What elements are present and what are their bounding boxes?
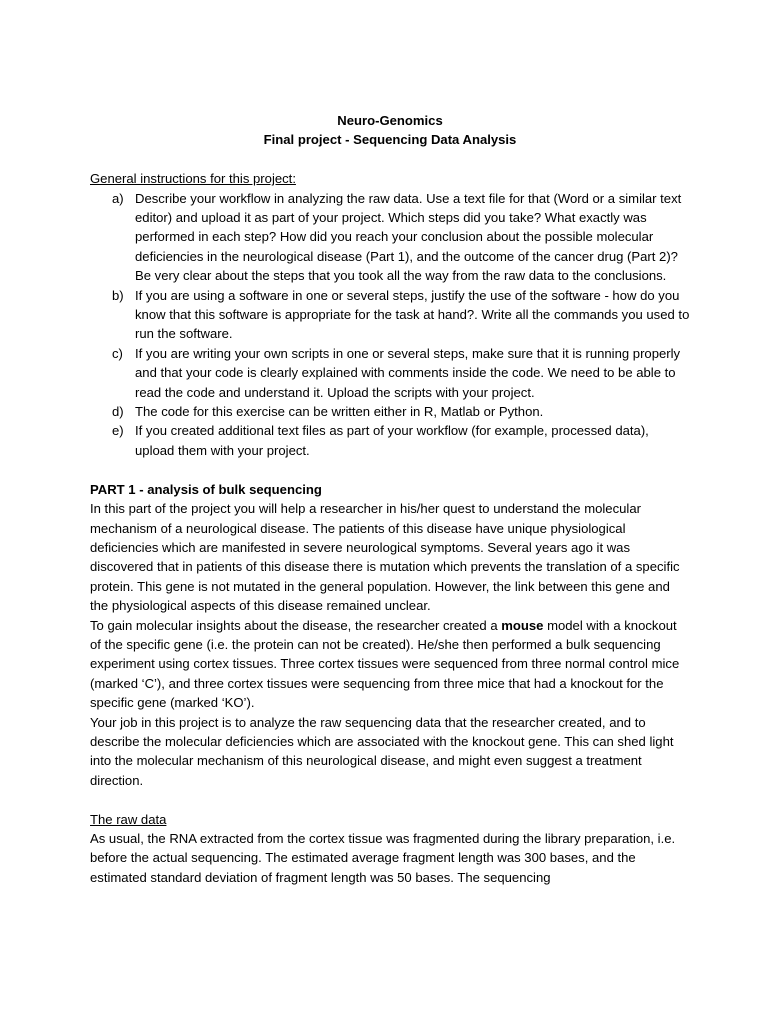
document-title: Neuro-Genomics [337, 113, 443, 128]
part1-paragraph-3: Your job in this project is to analyze the raw sequencing data that the researcher created, and to describe the molecular deficiencies which are associated with the knockout gene. This can shed light into the molecular mechanism of this neurological disease, and might even suggest a treatment direction. [90, 714, 674, 788]
paragraph-text: model with a knockout of the specific gene (i.e. the protein can not be created). He/she then performed a bulk sequencing experiment using cortex tissues. Three cortex tissues were sequenced from three normal control mice (marked ‘C’), and three cortex tissues were sequencing from three mice that had a knockout for the specific gene (marked ‘KO’). [90, 617, 680, 711]
instruction-text: The code for this exercise can be written either in R, Matlab or Python. [135, 404, 544, 420]
instruction-item-a [90, 189, 690, 286]
instruction-text: If you are writing your own scripts in one or several steps, make sure that it is running properly and that your code is clearly explained with comments inside the code. We need to be able to read the code and understand it. Upload the scripts with your project. [135, 345, 681, 400]
list-marker: a) [112, 190, 124, 206]
raw-data-paragraph: As usual, the RNA extracted from the cortex tissue was fragmented during the library preparation, i.e. before the actual sequencing. The estimated average fragment length was 300 bases, and the estimated standard deviation of fragment length was 50 bases. The sequencing [90, 830, 676, 885]
instruction-text: Describe your workflow in analyzing the raw data. Use a text file for that (Word or a similar text editor) and upload it as part of your project. Which steps did you take? What exactly was performed in each step? How did you reach your conclusion about the possible molecular deficiencies in the neurological disease (Part 1), and the outcome of the cancer drug (Part 2)? Be very clear about the steps that you took all the way from the raw data to the conclusions. [135, 190, 682, 284]
instruction-text: If you created additional text files as part of your workflow (for example, processed data), upload them with your project. [135, 423, 649, 458]
list-marker: e) [112, 423, 124, 439]
spacer [90, 150, 690, 169]
document-page [90, 111, 690, 887]
part1-heading: PART 1 - analysis of bulk sequencing [90, 481, 322, 497]
instruction-item-b [90, 286, 690, 344]
instruction-item-d [90, 402, 690, 421]
list-marker: b) [112, 287, 124, 303]
instruction-text: If you are using a software in one or several steps, justify the use of the software - how do you know that this software is appropriate for the task at hand?. Write all the commands you used to run the software. [135, 287, 690, 342]
list-marker: c) [112, 345, 123, 361]
part1-paragraph-2 [90, 616, 690, 713]
raw-data-heading: The raw data [90, 811, 167, 827]
paragraph-text: To gain molecular insights about the disease, the researcher created a [90, 617, 502, 633]
general-instructions-heading: General instructions for this project: [90, 171, 296, 187]
instructions-list [90, 189, 690, 461]
spacer [90, 790, 690, 809]
list-marker: d) [112, 404, 124, 420]
instruction-item-c [90, 344, 690, 402]
document-subtitle: Final project - Sequencing Data Analysis [263, 132, 517, 148]
spacer [90, 460, 690, 479]
part1-paragraph-1: In this part of the project you will help a researcher in his/her quest to understand the molecular mechanism of a neurological disease. The patients of this disease have unique physiological deficiencies which are manifested in severe neurological symptoms. Several years ago it was discovered that in patients of this disease there is mutation which prevents the translation of a specific protein. This gene is not mutated in the general population. However, the link between this gene and the physiological aspects of this disease remained unclear. [90, 501, 680, 614]
instruction-item-e [90, 421, 690, 460]
mouse-emphasis: mouse [501, 617, 544, 633]
